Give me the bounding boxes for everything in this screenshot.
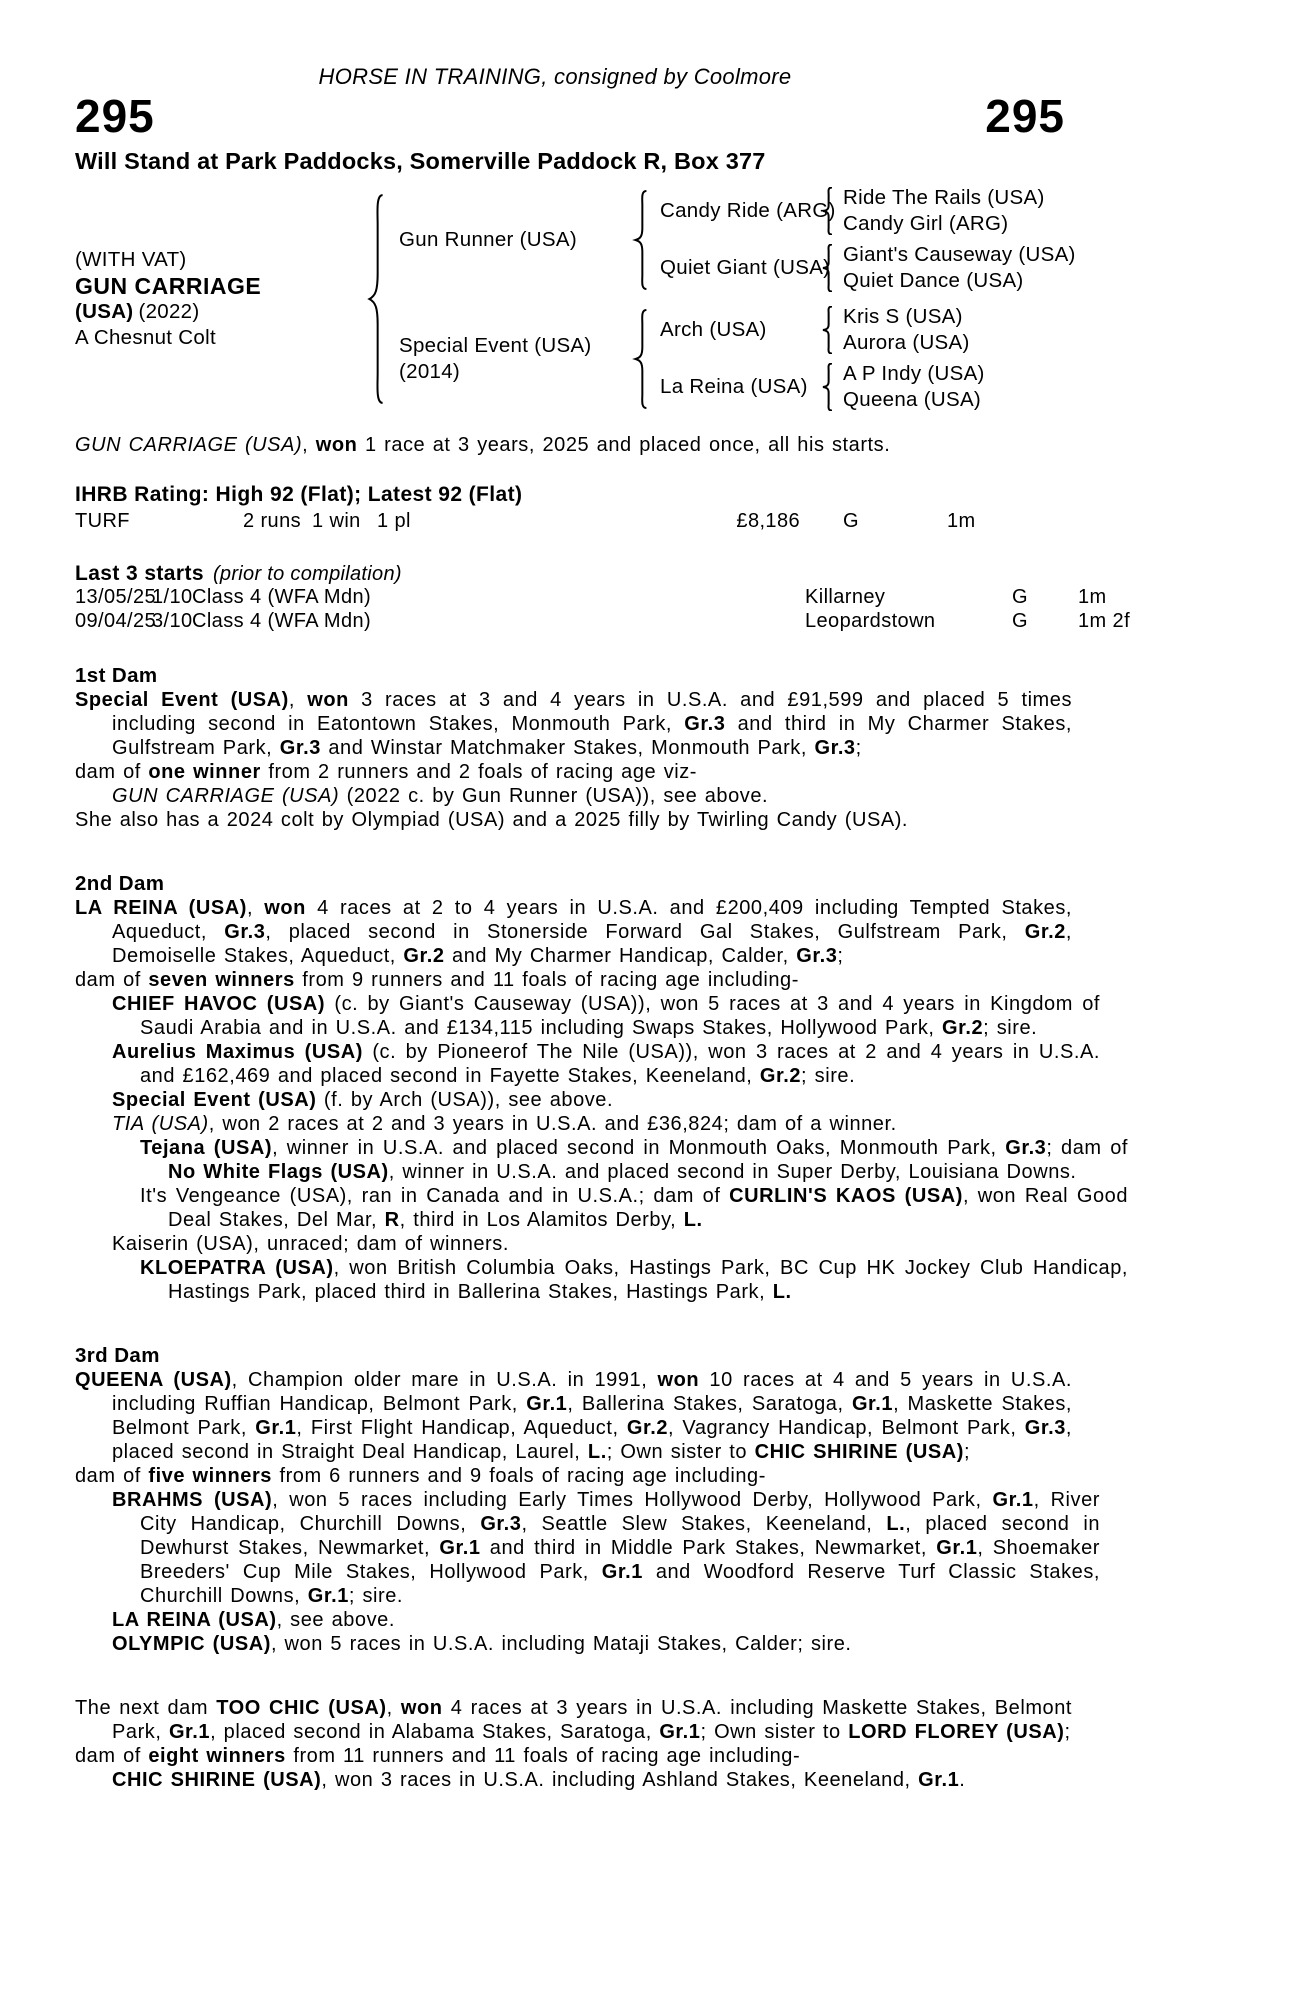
text-segment: , third in Los Alamitos Derby, <box>399 1209 684 1231</box>
text-segment: Gr.1 <box>439 1537 481 1559</box>
text-segment: 10 races at 4 and 5 years in U.S.A. including Ruffian Handicap, Belmont Park, <box>112 1369 1072 1415</box>
text-segment: , placed second in Alabama Stakes, Saratoga, <box>210 1721 660 1743</box>
text-segment: and third in Middle Park Stakes, Newmarket, <box>480 1537 937 1559</box>
stats-runs: 2 runs <box>243 510 301 532</box>
race-date: 09/04/25 <box>75 610 157 632</box>
pedigree-brace-level1 <box>365 193 387 405</box>
text-segment: KLOEPATRA (USA) <box>140 1257 334 1279</box>
ancestor-name: Ride The Rails (USA) <box>843 186 1045 209</box>
text-segment: and Woodford Reserve Turf Classic Stakes, Churchill Downs, <box>140 1561 1100 1607</box>
race-course: Leopardstown <box>805 610 936 632</box>
dam2-paragraph <box>75 1256 1128 1304</box>
race-distance: 1m 2f <box>1078 610 1131 632</box>
race-result-row <box>75 610 1185 634</box>
text-segment: from 2 runners and 2 foals of racing age viz- <box>260 761 697 783</box>
dam-dam-branch <box>650 361 985 413</box>
horse-name: GUN CARRIAGE <box>75 273 262 299</box>
text-segment: , <box>288 689 308 711</box>
ancestor-name: Quiet Dance (USA) <box>843 269 1024 292</box>
text-segment: Gr.2 <box>759 1065 802 1087</box>
text-segment: , winner in U.S.A. and placed second in Monmouth Oaks, Monmouth Park, <box>272 1137 1006 1159</box>
text-segment: OLYMPIC (USA) <box>112 1633 271 1655</box>
race-class: Class 4 (WFA Mdn) <box>192 610 372 632</box>
text-segment: dam of <box>75 1465 149 1487</box>
text-segment: Gr.3 <box>279 737 321 759</box>
last-starts-heading-bold: Last 3 starts <box>75 562 204 585</box>
pedigree-brace-dam <box>632 309 650 409</box>
dam1-paragraph <box>75 688 1072 760</box>
dam-dam-name: La Reina (USA) <box>660 375 808 398</box>
sire-name: Gun Runner (USA) <box>399 227 577 251</box>
text-segment: dam of <box>75 761 149 783</box>
text-segment: Gr.2 <box>1024 921 1066 943</box>
text-segment: eight winners <box>148 1745 286 1767</box>
text-segment: CHIC SHIRINE (USA) <box>754 1441 964 1463</box>
text-segment: won <box>264 897 306 919</box>
pedigree-brace-g3-4 <box>820 363 835 411</box>
text-segment: ; dam of <box>1046 1137 1128 1159</box>
text-segment: TOO CHIC (USA) <box>216 1697 387 1719</box>
sire-dam-name: Quiet Giant (USA) <box>660 256 831 279</box>
pedigree-brace-g3-1 <box>820 187 835 235</box>
ancestor-name: Candy Girl (ARG) <box>843 212 1009 235</box>
dam-name: Special Event (USA) <box>399 333 592 357</box>
text-segment: , Demoiselle Stakes, Aqueduct, <box>112 921 1072 967</box>
lot-number-left: 295 <box>75 90 155 142</box>
race-going: G <box>1012 610 1028 632</box>
text-segment: won <box>315 434 358 456</box>
section-heading-3rd-dam: 3rd Dam <box>75 1344 160 1367</box>
dam1-paragraph <box>75 760 1072 784</box>
text-segment: , Ballerina Stakes, Saratoga, <box>567 1393 852 1415</box>
race-position: 3/10 <box>152 610 193 632</box>
text-segment: , Shoemaker Breeders' Cup Mile Stakes, Hollywood Park, <box>140 1537 1100 1583</box>
sire-sire-branch <box>650 185 1076 237</box>
text-segment: L. <box>886 1513 906 1535</box>
text-segment: Gr.1 <box>936 1537 978 1559</box>
text-segment: , winner in U.S.A. and placed second in Super Derby, Louisiana Downs. <box>388 1161 1077 1183</box>
text-segment: LA REINA (USA) <box>75 897 247 919</box>
stats-wins: 1 win <box>312 510 361 532</box>
race-going: G <box>1012 586 1028 608</box>
text-segment: dam of <box>75 969 149 991</box>
race-summary-line <box>75 433 1072 457</box>
text-segment: , Maskette Stakes, Belmont Park, <box>112 1393 1072 1439</box>
text-segment: , won 3 races in U.S.A. including Ashland Stakes, Keeneland, <box>321 1769 919 1791</box>
text-segment: ; <box>855 737 862 759</box>
text-segment: The next dam <box>75 1697 217 1719</box>
dam2-paragraph <box>75 896 1072 968</box>
dam2-paragraph <box>75 1112 1100 1136</box>
text-segment: , placed second in Straight Deal Handicap, Laurel, <box>112 1417 1072 1463</box>
text-segment: ; Own sister to <box>700 1721 849 1743</box>
text-segment: ; <box>837 945 844 967</box>
race-date: 13/05/25 <box>75 586 157 608</box>
dam3-paragraph <box>75 1608 1100 1632</box>
text-segment: 3 races at 3 and 4 years in U.S.A. and £91,599 and placed 5 times including second in Eatontown Stakes, Monmouth Park, <box>112 689 1072 735</box>
text-segment: , won 5 races including Early Times Hollywood Derby, Hollywood Park, <box>272 1489 993 1511</box>
text-segment: QUEENA (USA) <box>75 1369 232 1391</box>
text-segment: Gr.1 <box>255 1417 297 1439</box>
pedigree-brace-sire <box>632 190 650 290</box>
text-segment: and third in My Charmer Stakes, Gulfstream Park, <box>112 713 1072 759</box>
text-segment: Tejana (USA) <box>140 1137 273 1159</box>
text-segment: L. <box>587 1441 607 1463</box>
text-segment: L. <box>772 1281 792 1303</box>
dam2-paragraph <box>75 1232 1100 1256</box>
dam2-paragraph <box>75 1088 1100 1112</box>
text-segment: 4 races at 2 to 4 years in U.S.A. and £200,409 including Tempted Stakes, Aqueduct, <box>112 897 1072 943</box>
dam-sire-branch <box>650 304 985 356</box>
text-segment: , <box>386 1697 401 1719</box>
lot-number-row <box>75 92 1065 140</box>
text-segment: 1 race at 3 years, 2025 and placed once, all his starts. <box>357 434 891 456</box>
text-segment: . <box>959 1769 966 1791</box>
text-segment: Gr.1 <box>918 1769 960 1791</box>
pedigree-brace-g3-2 <box>820 244 835 292</box>
text-segment: and Winstar Matchmaker Stakes, Monmouth Park, <box>320 737 815 759</box>
text-segment: from 9 runners and 11 foals of racing age including- <box>294 969 799 991</box>
text-segment: ; <box>963 1441 971 1463</box>
text-segment: CHIC SHIRINE (USA) <box>112 1769 322 1791</box>
dam1-paragraph <box>75 784 1100 808</box>
race-stats-row <box>75 510 1075 534</box>
text-segment: Gr.1 <box>526 1393 568 1415</box>
text-segment: , River City Handicap, Churchill Downs, <box>140 1489 1100 1535</box>
stats-surface: TURF <box>75 510 130 532</box>
text-segment: seven winners <box>148 969 295 991</box>
text-segment: , won Real Good Deal Stakes, Del Mar, <box>168 1185 1128 1231</box>
text-segment: ; <box>1064 1721 1071 1743</box>
text-segment: Kaiserin (USA), unraced; dam of winners. <box>112 1233 509 1255</box>
pedigree-table <box>75 185 1315 413</box>
stats-distance: 1m <box>947 510 976 532</box>
text-segment: GUN CARRIAGE (USA) <box>75 434 303 456</box>
text-segment: , Seattle Slew Stakes, Keeneland, <box>521 1513 887 1535</box>
text-segment: dam of <box>75 1745 149 1767</box>
stats-earnings: £8,186 <box>736 510 800 532</box>
dam2-paragraph <box>75 1184 1128 1232</box>
text-segment: (2022 c. by Gun Runner (USA)), see above. <box>339 785 769 807</box>
ancestor-name: A P Indy (USA) <box>843 362 985 385</box>
text-segment: Gr.1 <box>168 1721 211 1743</box>
text-segment: Special Event (USA) <box>75 689 289 711</box>
text-segment: Gr.3 <box>480 1513 522 1535</box>
next-dam-paragraph <box>75 1744 1072 1768</box>
text-segment: Gr.1 <box>992 1489 1034 1511</box>
dam-year: (2014) <box>399 359 461 383</box>
stand-location-line: Will Stand at Park Paddocks, Somerville Paddock R, Box 377 <box>75 148 766 174</box>
text-segment: R <box>384 1209 400 1231</box>
dam-name-block <box>387 333 632 385</box>
race-result-row <box>75 586 1185 610</box>
dam3-paragraph <box>75 1488 1100 1608</box>
race-distance: 1m <box>1078 586 1107 608</box>
race-class: Class 4 (WFA Mdn) <box>192 586 372 608</box>
text-segment: Gr.3 <box>1005 1137 1047 1159</box>
sire-branch <box>387 185 1076 294</box>
race-course: Killarney <box>805 586 886 608</box>
text-segment: one winner <box>148 761 261 783</box>
text-segment: Gr.1 <box>659 1721 701 1743</box>
text-segment: ; sire. <box>801 1065 856 1087</box>
text-segment: LORD FLOREY (USA) <box>848 1721 1065 1743</box>
horse-country: (USA) <box>75 300 134 323</box>
text-segment: , won 5 races in U.S.A. including Mataji Stakes, Calder; sire. <box>270 1633 852 1655</box>
text-segment: , won 2 races at 2 and 3 years in U.S.A. and £36,824; dam of a winner. <box>208 1113 897 1135</box>
text-segment: CHIEF HAVOC (USA) <box>112 993 326 1015</box>
text-segment: won <box>400 1697 443 1719</box>
text-segment: , placed second in Dewhurst Stakes, Newmarket, <box>140 1513 1101 1559</box>
text-segment: , placed second in Stonerside Forward Gal Stakes, Gulfstream Park, <box>265 921 1025 943</box>
text-segment: Gr.1 <box>307 1585 349 1607</box>
race-position: 1/10 <box>152 586 193 608</box>
text-segment: No White Flags (USA) <box>168 1161 389 1183</box>
text-segment: BRAHMS (USA) <box>112 1489 273 1511</box>
section-heading-1st-dam: 1st Dam <box>75 664 158 687</box>
text-segment: ; Own sister to <box>606 1441 755 1463</box>
text-segment: , <box>302 434 316 456</box>
text-segment: Gr.3 <box>814 737 856 759</box>
dam2-paragraph <box>75 1136 1128 1184</box>
text-segment: , Champion older mare in U.S.A. in 1991, <box>231 1369 658 1391</box>
dam2-paragraph <box>75 1040 1100 1088</box>
text-segment: GUN CARRIAGE (USA) <box>112 785 340 807</box>
text-segment: (f. by Arch (USA)), see above. <box>316 1089 614 1111</box>
text-segment: (c. by Pioneerof The Nile (USA)), won 3 races at 2 and 4 years in U.S.A. and £162,469 and placed second in Fayette Stakes, Keeneland, <box>140 1041 1100 1087</box>
text-segment: Gr.3 <box>224 921 266 943</box>
stats-going: G <box>843 510 859 532</box>
dam-sire-name: Arch (USA) <box>660 318 767 341</box>
dam1-paragraph <box>75 808 1072 832</box>
text-segment: , First Flight Handicap, Aqueduct, <box>296 1417 627 1439</box>
text-segment: TIA (USA) <box>112 1113 209 1135</box>
page-title: HORSE IN TRAINING, consigned by Coolmore <box>318 64 792 89</box>
last-starts-heading-note: (prior to compilation) <box>212 563 402 585</box>
ancestor-name: Giant's Causeway (USA) <box>843 243 1076 266</box>
text-segment: won <box>657 1369 700 1391</box>
text-segment: Gr.3 <box>684 713 726 735</box>
text-segment: Special Event (USA) <box>112 1089 317 1111</box>
horse-description: A Chesnut Colt <box>75 326 216 349</box>
dam3-paragraph <box>75 1368 1072 1464</box>
lot-number-right: 295 <box>985 90 1065 142</box>
text-segment: and My Charmer Handicap, Calder, <box>444 945 797 967</box>
text-segment: Aurelius Maximus (USA) <box>112 1041 363 1063</box>
text-segment: from 11 runners and 11 foals of racing age including- <box>285 1745 801 1767</box>
dam-branch <box>387 304 1076 413</box>
pedigree-brace-g3-3 <box>820 306 835 354</box>
sire-dam-branch <box>650 242 1076 294</box>
text-segment: from 6 runners and 9 foals of racing age including- <box>271 1465 766 1487</box>
dam3-paragraph <box>75 1464 1072 1488</box>
text-segment: , won British Columbia Oaks, Hastings Park, BC Cup HK Jockey Club Handicap, Hastings Park, placed third in Ballerina Stakes, Hastings Park, <box>168 1257 1128 1303</box>
text-segment: Gr.3 <box>796 945 838 967</box>
next-dam-paragraph <box>75 1696 1072 1744</box>
ancestor-name: Queena (USA) <box>843 388 982 411</box>
text-segment: , Vagrancy Handicap, Belmont Park, <box>668 1417 1025 1439</box>
ancestor-name: Kris S (USA) <box>843 305 963 328</box>
text-segment: Gr.2 <box>942 1017 984 1039</box>
text-segment: , <box>246 897 265 919</box>
text-segment: Gr.1 <box>601 1561 643 1583</box>
text-segment: L. <box>683 1209 703 1231</box>
horse-country-year <box>75 299 365 325</box>
ancestor-name: Aurora (USA) <box>843 331 970 354</box>
text-segment: LA REINA (USA) <box>112 1609 277 1631</box>
text-segment: Gr.2 <box>403 945 445 967</box>
text-segment: It's Vengeance (USA), ran in Canada and in U.S.A.; dam of <box>140 1185 730 1207</box>
text-segment: Gr.3 <box>1024 1417 1066 1439</box>
text-segment: , see above. <box>276 1609 395 1631</box>
text-segment: 4 races at 3 years in U.S.A. including Maskette Stakes, Belmont Park, <box>112 1697 1072 1743</box>
text-segment: (c. by Giant's Causeway (USA)), won 5 races at 3 and 4 years in Kingdom of Saudi Arabia and in U.S.A. and £134,115 including Swaps Stakes, Hollywood Park, <box>140 993 1100 1039</box>
vat-note: (WITH VAT) <box>75 248 187 271</box>
stats-places: 1 pl <box>377 510 411 532</box>
rating-line: IHRB Rating: High 92 (Flat); Latest 92 (Flat) <box>75 483 523 506</box>
dam3-paragraph <box>75 1632 1100 1656</box>
text-segment: Gr.2 <box>626 1417 668 1439</box>
next-dam-paragraph <box>75 1768 1100 1792</box>
text-segment: CURLIN'S KAOS (USA) <box>729 1185 963 1207</box>
text-segment: five winners <box>148 1465 272 1487</box>
text-segment: ; sire. <box>348 1585 404 1607</box>
sire-sire-name: Candy Ride (ARG) <box>660 199 836 222</box>
dam2-paragraph <box>75 968 1072 992</box>
horse-id-block <box>75 247 365 351</box>
horse-year: (2022) <box>138 300 200 323</box>
last-starts-heading <box>75 562 1315 586</box>
text-segment: ; sire. <box>983 1017 1038 1039</box>
text-segment: Gr.1 <box>851 1393 894 1415</box>
text-segment: She also has a 2024 colt by Olympiad (USA) and a 2025 filly by Twirling Candy (USA). <box>75 809 909 831</box>
text-segment: won <box>307 689 349 711</box>
section-heading-2nd-dam: 2nd Dam <box>75 872 165 895</box>
dam2-paragraph <box>75 992 1100 1040</box>
